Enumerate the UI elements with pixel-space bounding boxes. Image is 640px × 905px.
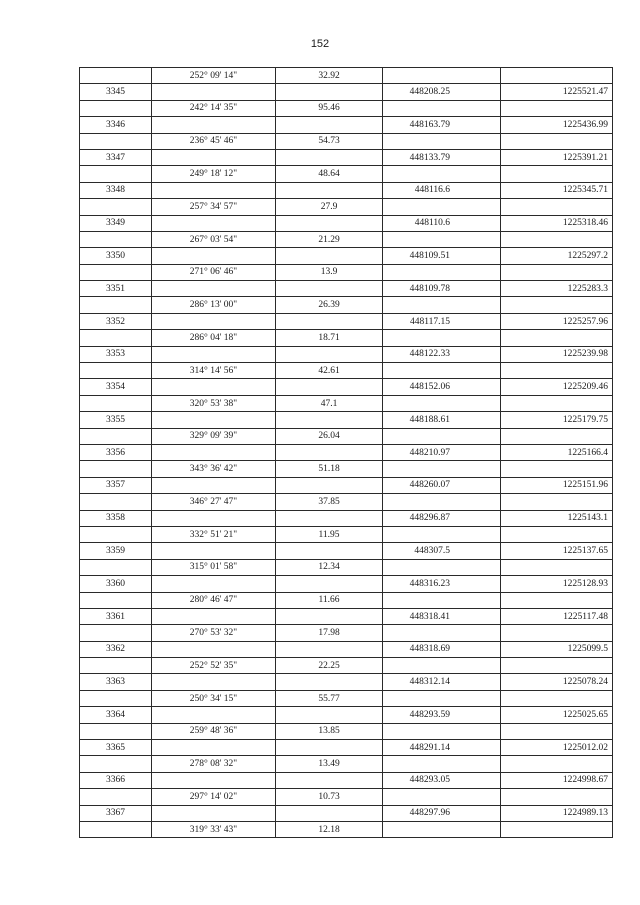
easting-cell: 1225151.96 (501, 477, 613, 493)
station-cell: 3359 (80, 543, 152, 559)
table-row-point (80, 117, 613, 133)
northing-cell (383, 363, 501, 379)
distance-cell: 11.95 (276, 526, 383, 542)
bearing-cell (152, 641, 276, 657)
station-cell (80, 428, 152, 444)
northing-cell (383, 264, 501, 280)
station-cell: 3357 (80, 477, 152, 493)
northing-cell (383, 789, 501, 805)
northing-cell (383, 100, 501, 116)
station-cell (80, 690, 152, 706)
distance-cell (276, 215, 383, 231)
table-row-leg (80, 658, 613, 674)
table-row-point (80, 182, 613, 198)
table-row-leg (80, 264, 613, 280)
table-row-leg (80, 428, 613, 444)
distance-cell (276, 379, 383, 395)
station-cell: 3346 (80, 117, 152, 133)
easting-cell (501, 68, 613, 84)
distance-cell (276, 412, 383, 428)
distance-cell (276, 477, 383, 493)
northing-cell (383, 494, 501, 510)
station-cell (80, 658, 152, 674)
table-row-point (80, 379, 613, 395)
station-cell (80, 330, 152, 346)
bearing-cell: 250° 34' 15" (152, 690, 276, 706)
station-cell (80, 789, 152, 805)
station-cell: 3351 (80, 281, 152, 297)
table-row-point (80, 543, 613, 559)
easting-cell: 1225025.65 (501, 707, 613, 723)
bearing-cell: 242° 14' 35" (152, 100, 276, 116)
table-row-leg (80, 395, 613, 411)
bearing-cell: 249° 18' 12" (152, 166, 276, 182)
northing-cell (383, 592, 501, 608)
northing-cell (383, 461, 501, 477)
distance-cell: 18.71 (276, 330, 383, 346)
distance-cell: 11.66 (276, 592, 383, 608)
bearing-cell: 320° 53' 38" (152, 395, 276, 411)
northing-cell: 448133.79 (383, 149, 501, 165)
northing-cell: 448296.87 (383, 510, 501, 526)
bearing-cell (152, 84, 276, 100)
easting-cell: 1224989.13 (501, 805, 613, 821)
distance-cell: 26.39 (276, 297, 383, 313)
easting-cell (501, 494, 613, 510)
bearing-cell (152, 281, 276, 297)
distance-cell: 42.61 (276, 363, 383, 379)
northing-cell: 448117.15 (383, 313, 501, 329)
northing-cell: 448318.41 (383, 608, 501, 624)
easting-cell: 1225283.3 (501, 281, 613, 297)
table-row-leg (80, 363, 613, 379)
station-cell: 3360 (80, 576, 152, 592)
table-row-point (80, 641, 613, 657)
table-row-point (80, 84, 613, 100)
bearing-cell (152, 772, 276, 788)
easting-cell: 1225209.46 (501, 379, 613, 395)
northing-cell (383, 658, 501, 674)
northing-cell: 448116.6 (383, 182, 501, 198)
station-cell: 3361 (80, 608, 152, 624)
bearing-cell (152, 149, 276, 165)
easting-cell (501, 166, 613, 182)
easting-cell (501, 559, 613, 575)
easting-cell: 1225521.47 (501, 84, 613, 100)
station-cell (80, 723, 152, 739)
table-row-point (80, 248, 613, 264)
northing-cell: 448109.78 (383, 281, 501, 297)
distance-cell (276, 346, 383, 362)
table-row-point (80, 608, 613, 624)
table-row-leg (80, 690, 613, 706)
northing-cell: 448208.25 (383, 84, 501, 100)
station-cell (80, 461, 152, 477)
station-cell: 3352 (80, 313, 152, 329)
easting-cell (501, 428, 613, 444)
station-cell (80, 297, 152, 313)
easting-cell (501, 264, 613, 280)
station-cell: 3364 (80, 707, 152, 723)
easting-cell: 1225436.99 (501, 117, 613, 133)
table-row-leg (80, 821, 613, 837)
station-cell (80, 363, 152, 379)
bearing-cell (152, 379, 276, 395)
easting-cell: 1225099.5 (501, 641, 613, 657)
bearing-cell: 286° 04' 18" (152, 330, 276, 346)
bearing-cell: 332° 51' 21" (152, 526, 276, 542)
northing-cell: 448122.33 (383, 346, 501, 362)
bearing-cell (152, 182, 276, 198)
table-row-point (80, 740, 613, 756)
northing-cell: 448307.5 (383, 543, 501, 559)
easting-cell: 1225128.93 (501, 576, 613, 592)
bearing-cell (152, 248, 276, 264)
easting-cell: 1225179.75 (501, 412, 613, 428)
distance-cell: 22.25 (276, 658, 383, 674)
station-cell (80, 592, 152, 608)
station-cell: 3358 (80, 510, 152, 526)
bearing-cell (152, 510, 276, 526)
station-cell: 3367 (80, 805, 152, 821)
table-row-point (80, 576, 613, 592)
easting-cell (501, 363, 613, 379)
bearing-cell: 267° 03' 54" (152, 231, 276, 247)
distance-cell (276, 313, 383, 329)
distance-cell: 13.49 (276, 756, 383, 772)
bearing-cell (152, 412, 276, 428)
distance-cell: 51.18 (276, 461, 383, 477)
bearing-cell: 315° 01' 58" (152, 559, 276, 575)
station-cell (80, 395, 152, 411)
bearing-cell (152, 543, 276, 559)
easting-cell: 1225012.02 (501, 740, 613, 756)
table-row-point (80, 772, 613, 788)
distance-cell: 47.1 (276, 395, 383, 411)
table-row-leg (80, 297, 613, 313)
northing-cell (383, 166, 501, 182)
easting-cell (501, 133, 613, 149)
bearing-cell: 252° 09' 14" (152, 68, 276, 84)
distance-cell (276, 576, 383, 592)
easting-cell: 1225239.98 (501, 346, 613, 362)
station-cell: 3356 (80, 444, 152, 460)
station-cell (80, 264, 152, 280)
distance-cell (276, 84, 383, 100)
table-row-leg (80, 133, 613, 149)
station-cell (80, 68, 152, 84)
distance-cell: 13.85 (276, 723, 383, 739)
northing-cell (383, 395, 501, 411)
bearing-cell (152, 740, 276, 756)
distance-cell: 48.64 (276, 166, 383, 182)
bearing-cell: 259° 48' 36" (152, 723, 276, 739)
easting-cell (501, 690, 613, 706)
table-row-point (80, 444, 613, 460)
distance-cell: 32.92 (276, 68, 383, 84)
northing-cell (383, 690, 501, 706)
northing-cell: 448260.07 (383, 477, 501, 493)
northing-cell (383, 625, 501, 641)
northing-cell: 448293.05 (383, 772, 501, 788)
table-row-leg (80, 166, 613, 182)
northing-cell (383, 231, 501, 247)
table-row-point (80, 346, 613, 362)
distance-cell (276, 248, 383, 264)
easting-cell (501, 756, 613, 772)
easting-cell (501, 723, 613, 739)
easting-cell (501, 789, 613, 805)
easting-cell: 1225166.4 (501, 444, 613, 460)
station-cell (80, 231, 152, 247)
bearing-cell: 280° 46' 47" (152, 592, 276, 608)
easting-cell (501, 658, 613, 674)
station-cell: 3348 (80, 182, 152, 198)
station-cell: 3353 (80, 346, 152, 362)
distance-cell (276, 772, 383, 788)
table-row-point (80, 707, 613, 723)
bearing-cell (152, 215, 276, 231)
table-row-leg (80, 199, 613, 215)
distance-cell (276, 805, 383, 821)
station-cell (80, 133, 152, 149)
northing-cell: 448152.06 (383, 379, 501, 395)
station-cell: 3347 (80, 149, 152, 165)
northing-cell: 448110.6 (383, 215, 501, 231)
northing-cell (383, 133, 501, 149)
table-row-leg (80, 494, 613, 510)
northing-cell: 448109.51 (383, 248, 501, 264)
table-row-point (80, 313, 613, 329)
station-cell (80, 559, 152, 575)
easting-cell (501, 199, 613, 215)
station-cell (80, 100, 152, 116)
distance-cell: 10.73 (276, 789, 383, 805)
table-row-leg (80, 526, 613, 542)
northing-cell (383, 428, 501, 444)
distance-cell: 37.85 (276, 494, 383, 510)
table-row-leg (80, 68, 613, 84)
distance-cell (276, 182, 383, 198)
table-row-point (80, 215, 613, 231)
bearing-cell (152, 117, 276, 133)
station-cell: 3349 (80, 215, 152, 231)
easting-cell: 1225297.2 (501, 248, 613, 264)
easting-cell (501, 330, 613, 346)
station-cell (80, 526, 152, 542)
distance-cell (276, 117, 383, 133)
station-cell (80, 821, 152, 837)
bearing-cell: 297° 14' 02" (152, 789, 276, 805)
bearing-cell: 278° 08' 32" (152, 756, 276, 772)
distance-cell (276, 740, 383, 756)
northing-cell: 448312.14 (383, 674, 501, 690)
bearing-cell: 252° 52' 35" (152, 658, 276, 674)
bearing-cell (152, 707, 276, 723)
distance-cell (276, 641, 383, 657)
distance-cell (276, 543, 383, 559)
station-cell: 3354 (80, 379, 152, 395)
easting-cell (501, 526, 613, 542)
easting-cell: 1225137.65 (501, 543, 613, 559)
station-cell: 3355 (80, 412, 152, 428)
distance-cell: 12.18 (276, 821, 383, 837)
bearing-cell: 271° 06' 46" (152, 264, 276, 280)
northing-cell (383, 723, 501, 739)
easting-cell: 1225391.21 (501, 149, 613, 165)
easting-cell (501, 625, 613, 641)
bearing-cell (152, 346, 276, 362)
bearing-cell: 257° 34' 57" (152, 199, 276, 215)
bearing-cell (152, 576, 276, 592)
easting-cell (501, 821, 613, 837)
distance-cell: 21.29 (276, 231, 383, 247)
bearing-cell: 329° 09' 39" (152, 428, 276, 444)
bearing-cell (152, 608, 276, 624)
easting-cell (501, 592, 613, 608)
distance-cell (276, 281, 383, 297)
table-row-point (80, 149, 613, 165)
easting-cell: 1225117.48 (501, 608, 613, 624)
station-cell (80, 625, 152, 641)
distance-cell: 13.9 (276, 264, 383, 280)
easting-cell: 1224998.67 (501, 772, 613, 788)
northing-cell: 448318.69 (383, 641, 501, 657)
distance-cell: 27.9 (276, 199, 383, 215)
easting-cell: 1225078.24 (501, 674, 613, 690)
table-row-leg (80, 756, 613, 772)
bearing-cell: 236° 45' 46" (152, 133, 276, 149)
distance-cell (276, 444, 383, 460)
table-row-leg (80, 559, 613, 575)
station-cell: 3366 (80, 772, 152, 788)
bearing-cell (152, 805, 276, 821)
bearing-cell: 270° 53' 32" (152, 625, 276, 641)
northing-cell (383, 559, 501, 575)
station-cell (80, 199, 152, 215)
distance-cell (276, 149, 383, 165)
northing-cell (383, 756, 501, 772)
table-row-leg (80, 231, 613, 247)
bearing-cell (152, 477, 276, 493)
northing-cell: 448210.97 (383, 444, 501, 460)
distance-cell: 12.34 (276, 559, 383, 575)
northing-cell: 448163.79 (383, 117, 501, 133)
table-row-point (80, 805, 613, 821)
northing-cell (383, 297, 501, 313)
northing-cell (383, 68, 501, 84)
table-row-leg (80, 723, 613, 739)
easting-cell: 1225143.1 (501, 510, 613, 526)
table-row-leg (80, 625, 613, 641)
northing-cell: 448188.61 (383, 412, 501, 428)
bearing-cell (152, 313, 276, 329)
distance-cell: 17.98 (276, 625, 383, 641)
easting-cell (501, 100, 613, 116)
table-row-leg (80, 789, 613, 805)
distance-cell (276, 674, 383, 690)
bearing-cell: 343° 36' 42" (152, 461, 276, 477)
northing-cell: 448291.14 (383, 740, 501, 756)
distance-cell: 54.73 (276, 133, 383, 149)
station-cell (80, 166, 152, 182)
northing-cell: 448293.59 (383, 707, 501, 723)
station-cell: 3362 (80, 641, 152, 657)
table-row-point (80, 412, 613, 428)
station-cell: 3350 (80, 248, 152, 264)
northing-cell (383, 526, 501, 542)
easting-cell (501, 395, 613, 411)
bearing-cell (152, 444, 276, 460)
table-row-point (80, 674, 613, 690)
page-number: 152 (310, 38, 330, 50)
station-cell: 3363 (80, 674, 152, 690)
easting-cell (501, 297, 613, 313)
distance-cell: 95.46 (276, 100, 383, 116)
bearing-cell: 346° 27' 47" (152, 494, 276, 510)
station-cell (80, 756, 152, 772)
bearing-cell: 314° 14' 56" (152, 363, 276, 379)
easting-cell: 1225318.46 (501, 215, 613, 231)
station-cell: 3345 (80, 84, 152, 100)
easting-cell: 1225257.96 (501, 313, 613, 329)
distance-cell (276, 608, 383, 624)
distance-cell: 26.04 (276, 428, 383, 444)
bearing-cell: 319° 33' 43" (152, 821, 276, 837)
table-row-leg (80, 461, 613, 477)
distance-cell: 55.77 (276, 690, 383, 706)
coordinate-table (79, 67, 613, 838)
northing-cell (383, 821, 501, 837)
station-cell: 3365 (80, 740, 152, 756)
distance-cell (276, 510, 383, 526)
table-row-point (80, 281, 613, 297)
easting-cell (501, 461, 613, 477)
table-row-leg (80, 592, 613, 608)
northing-cell: 448297.96 (383, 805, 501, 821)
northing-cell: 448316.23 (383, 576, 501, 592)
bearing-cell (152, 674, 276, 690)
table-row-point (80, 510, 613, 526)
distance-cell (276, 707, 383, 723)
easting-cell: 1225345.71 (501, 182, 613, 198)
northing-cell (383, 330, 501, 346)
northing-cell (383, 199, 501, 215)
easting-cell (501, 231, 613, 247)
table-row-leg (80, 330, 613, 346)
bearing-cell: 286° 13' 00" (152, 297, 276, 313)
station-cell (80, 494, 152, 510)
table-row-leg (80, 100, 613, 116)
table-row-point (80, 477, 613, 493)
